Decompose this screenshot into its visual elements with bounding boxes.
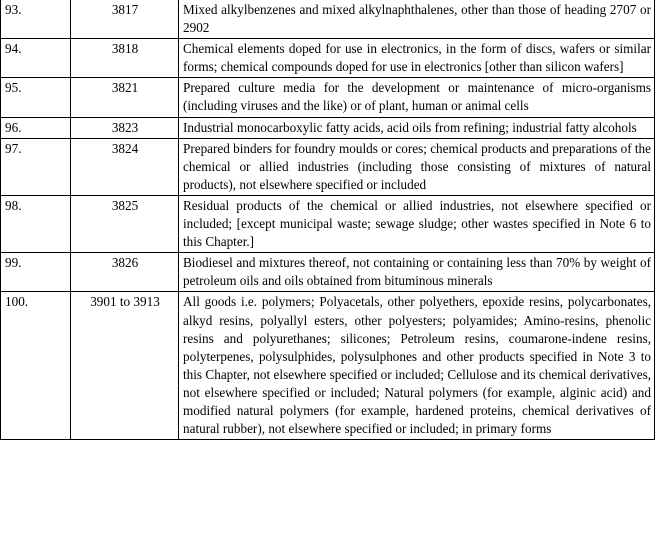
table-row: [1, 117, 655, 138]
goods-description-cell: Prepared binders for foundry moulds or cores; chemical products and preparations of the chemical or allied industries (including those consisting of mixtures of natural products), not elsewhere specified or included: [179, 138, 655, 195]
serial-number-cell: 100.: [1, 292, 71, 440]
tariff-heading-cell: 3826: [71, 253, 179, 292]
tariff-heading-cell: 3824: [71, 138, 179, 195]
table-row: [1, 253, 655, 292]
goods-description-cell: Mixed alkylbenzenes and mixed alkylnaphthalenes, other than those of heading 2707 or 2902: [179, 0, 655, 39]
serial-number-cell: 93.: [1, 0, 71, 39]
table-row: [1, 138, 655, 195]
tariff-heading-cell: 3817: [71, 0, 179, 39]
table-row: [1, 39, 655, 78]
serial-number-cell: 98.: [1, 195, 71, 252]
table-row: [1, 195, 655, 252]
goods-description-cell: Biodiesel and mixtures thereof, not containing or containing less than 70% by weight of petroleum oils and oils obtained from bituminous minerals: [179, 253, 655, 292]
table-row: [1, 0, 655, 39]
tariff-heading-cell: 3821: [71, 78, 179, 117]
tariff-heading-cell: 3825: [71, 195, 179, 252]
serial-number-cell: 96.: [1, 117, 71, 138]
table-row: [1, 292, 655, 440]
goods-description-cell: Chemical elements doped for use in electronics, in the form of discs, wafers or similar forms; chemical compounds doped for use in electronics [other than silicon wafers]: [179, 39, 655, 78]
tariff-heading-cell: 3818: [71, 39, 179, 78]
table-row: [1, 78, 655, 117]
goods-description-cell: Prepared culture media for the development or maintenance of micro-organisms (including viruses and the like) or of plant, human or animal cells: [179, 78, 655, 117]
serial-number-cell: 94.: [1, 39, 71, 78]
goods-description-cell: Industrial monocarboxylic fatty acids, acid oils from refining; industrial fatty alcohols: [179, 117, 655, 138]
tariff-heading-cell: 3901 to 3913: [71, 292, 179, 440]
serial-number-cell: 95.: [1, 78, 71, 117]
goods-description-cell: All goods i.e. polymers; Polyacetals, other polyethers, epoxide resins, polycarbonates, alkyd resins, polyallyl esters, other polyesters; polyamides; Amino-resins, phenolic resins and polyurethanes; silicones; Petroleum resins, coumarone-indene resins, polyterpenes, polysulphides, polysulphones and other products specified in Note 3 to this Chapter, not elsewhere specified or included; Cellulose and its chemical derivatives, not elsewhere specified or included; Natural polymers (for example, alginic acid) and modified natural polymers (for example, hardened proteins, chemical derivatives of natural rubber), not elsewhere specified or included; in primary forms: [179, 292, 655, 440]
serial-number-cell: 97.: [1, 138, 71, 195]
serial-number-cell: 99.: [1, 253, 71, 292]
tariff-heading-cell: 3823: [71, 117, 179, 138]
goods-description-cell: Residual products of the chemical or allied industries, not elsewhere specified or included; [except municipal waste; sewage sludge; other wastes specified in Note 6 to this Chapter.]: [179, 195, 655, 252]
